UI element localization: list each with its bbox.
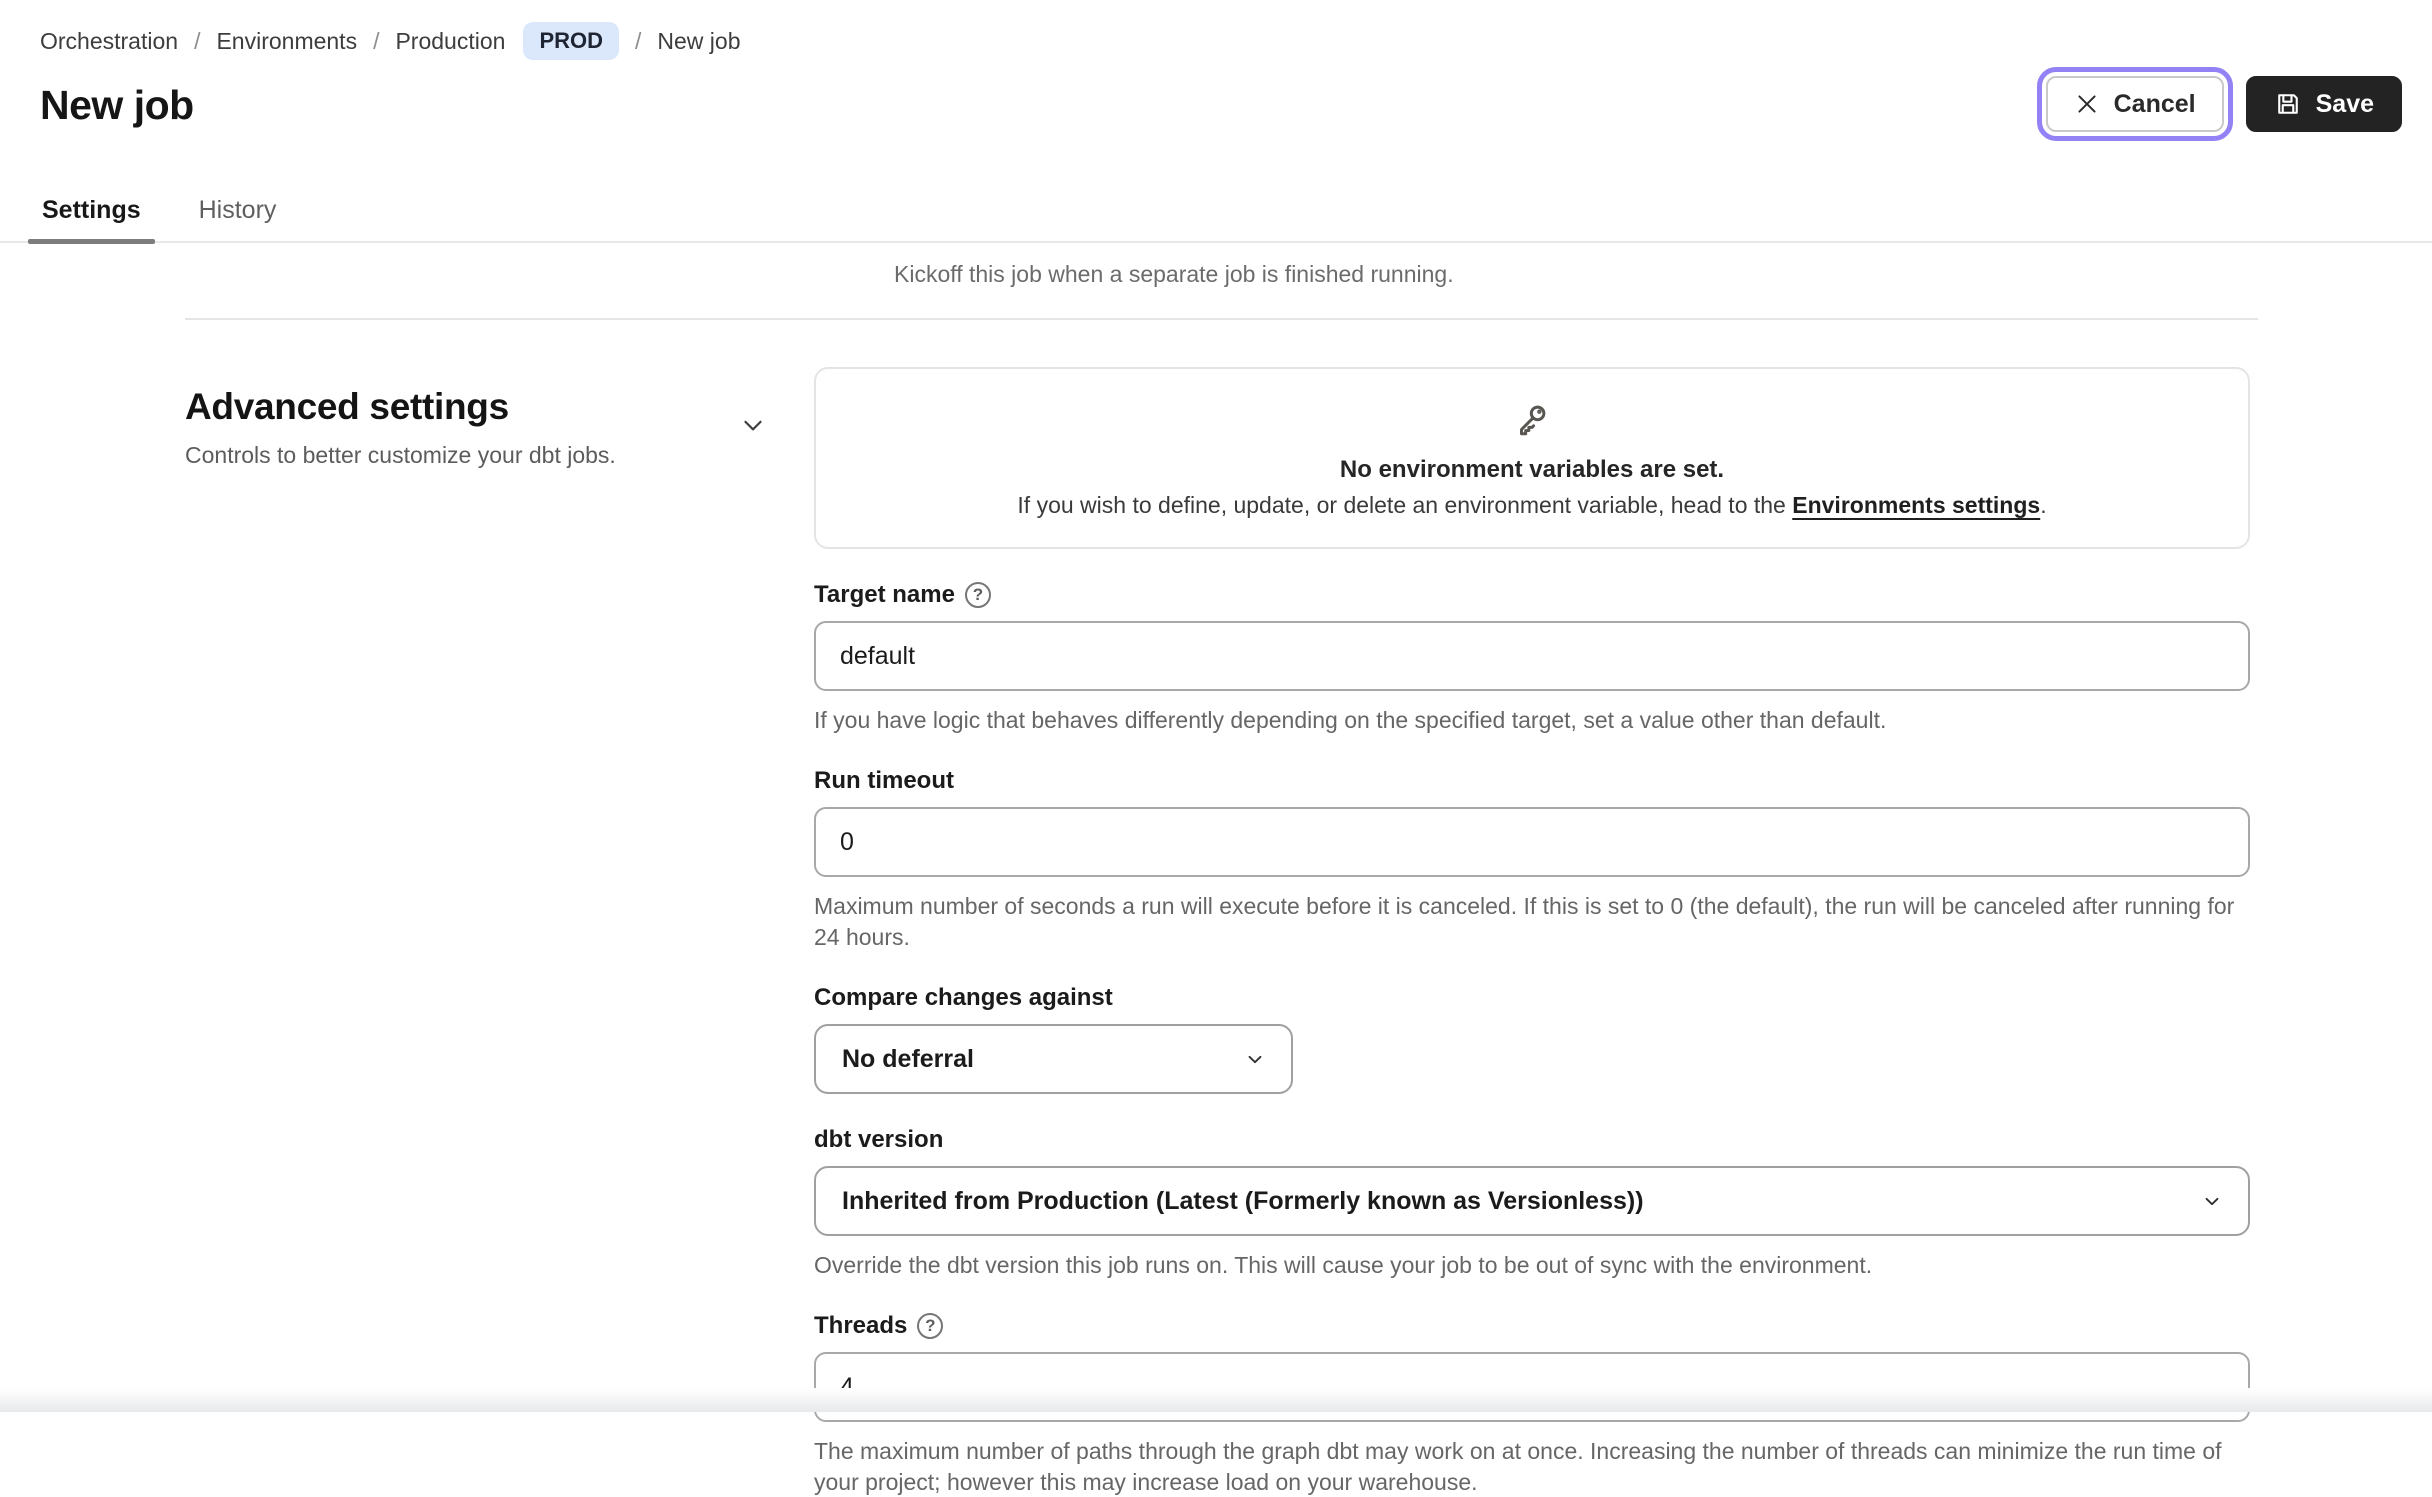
target-name-input[interactable]: [814, 621, 2250, 691]
chevron-down-icon: [2200, 1189, 2224, 1213]
bottom-fade-bar: [0, 1388, 2432, 1412]
env-vars-empty-panel: [814, 367, 2250, 549]
run-timeout-label: Run timeout: [814, 767, 954, 795]
environments-settings-link[interactable]: Environments settings: [1792, 491, 2041, 518]
run-timeout-field: [814, 767, 2250, 952]
breadcrumb-separator: /: [373, 27, 380, 54]
page-header: [0, 60, 2432, 170]
cancel-button-label: Cancel: [2113, 89, 2196, 118]
page-title: New job: [40, 82, 194, 128]
help-icon[interactable]: ?: [917, 1313, 943, 1339]
dbt-version-select[interactable]: [814, 1166, 2250, 1236]
env-vars-empty-title: No environment variables are set.: [1339, 455, 1725, 483]
cancel-button[interactable]: [2046, 76, 2224, 132]
target-name-label: Target name: [814, 581, 955, 608]
advanced-settings-section: [0, 320, 2432, 1497]
chevron-down-icon: [1243, 1047, 1267, 1071]
env-vars-empty-body: [1017, 492, 2046, 519]
run-timeout-help: Maximum number of seconds a run will execute before it is canceled. If this is set to 0 (the default), the run will be canceled after running for 24 hours.: [814, 893, 2235, 950]
trigger-help-text: Kickoff this job when a separate job is finished running.: [894, 261, 1454, 287]
breadcrumb-production[interactable]: Production: [395, 27, 506, 54]
breadcrumb-new-job: New job: [657, 27, 741, 54]
help-icon[interactable]: ?: [965, 582, 991, 608]
key-icon: [1511, 398, 1553, 440]
breadcrumb-orchestration[interactable]: Orchestration: [40, 27, 179, 54]
advanced-settings-form: [814, 320, 2250, 1497]
breadcrumb: [0, 0, 2432, 60]
save-button-label: Save: [2315, 89, 2374, 118]
target-name-field: [814, 581, 2250, 735]
advanced-settings-subheading: Controls to better customize your dbt jobs.: [185, 442, 616, 468]
compare-changes-select[interactable]: [814, 1024, 1293, 1094]
tab-settings[interactable]: Settings: [40, 184, 143, 241]
dbt-version-value: Inherited from Production (Latest (Formerly known as Versionless)): [842, 1186, 1644, 1215]
breadcrumb-separator: /: [194, 27, 201, 54]
dbt-version-field: [814, 1126, 2250, 1280]
dbt-version-help: Override the dbt version this job runs on. This will cause your job to be out of sync with the environment.: [814, 1252, 1873, 1279]
save-button[interactable]: [2246, 76, 2402, 132]
advanced-settings-intro: [185, 320, 814, 1497]
env-vars-body-text: If you wish to define, update, or delete an environment variable, head to the: [1017, 491, 1793, 518]
chevron-down-icon[interactable]: [738, 410, 768, 440]
dbt-version-label: dbt version: [814, 1126, 944, 1154]
save-icon: [2274, 90, 2302, 118]
breadcrumb-separator: /: [635, 27, 642, 54]
run-timeout-input[interactable]: [814, 807, 2250, 877]
threads-help: The maximum number of paths through the graph dbt may work on at once. Increasing the number of threads can minimize the run time of your project; however this may increase load on your warehouse.: [814, 1438, 2222, 1495]
close-icon: [2074, 91, 2100, 117]
header-actions: [2046, 76, 2402, 132]
compare-changes-field: [814, 984, 2250, 1094]
tab-bar: [0, 184, 2432, 243]
compare-changes-value: No deferral: [842, 1044, 974, 1073]
tab-history[interactable]: History: [198, 196, 277, 224]
breadcrumb-environments[interactable]: Environments: [216, 27, 358, 54]
threads-label: Threads: [814, 1312, 908, 1340]
advanced-settings-heading: Advanced settings: [185, 386, 509, 427]
prod-badge: PROD: [523, 22, 619, 60]
env-vars-body-period: .: [2040, 491, 2047, 518]
target-name-help: If you have logic that behaves differently depending on the specified target, set a value other than default.: [814, 707, 1887, 733]
compare-changes-label: Compare changes against: [814, 984, 1113, 1012]
